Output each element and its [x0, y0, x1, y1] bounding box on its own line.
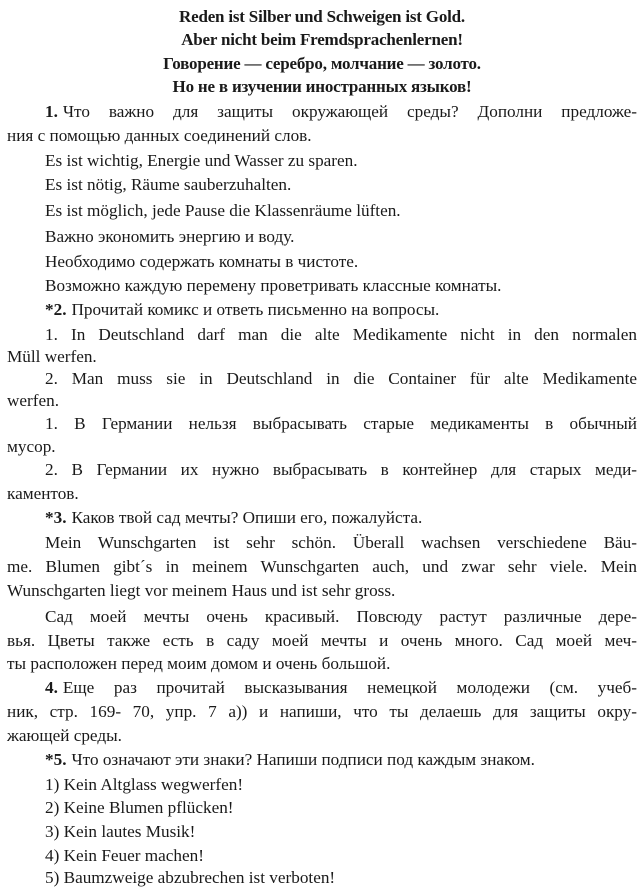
text-line	[45, 323, 637, 347]
line-text: жающей среды.	[7, 726, 122, 745]
line-text: me. Blumen gibt´s in meinem Wunschgarten auch, und zwar sehr viele. Mein	[7, 557, 637, 576]
text-line	[7, 482, 637, 506]
line-text: 1. В Германии нельзя выбрасывать старые медикаменты в обычный	[45, 414, 637, 433]
line-text: 4) Kein Feuer machen!	[45, 846, 204, 865]
exercise-number: 4.	[45, 678, 58, 697]
line-text: 2) Keine Blumen pflücken!	[45, 798, 234, 817]
text-line	[45, 531, 637, 555]
text-line	[45, 866, 637, 890]
line-text: Es ist möglich, jede Pause die Klassenräume lüften.	[45, 201, 401, 220]
exercise-heading	[45, 676, 637, 700]
line-text: вья. Цветы также есть в саду моей мечты и очень много. Сад моей меч-	[7, 631, 637, 650]
text-line	[7, 579, 637, 603]
line-text: 1) Kein Altglass wegwerfen!	[45, 775, 244, 794]
line-text: 2. В Германии их нужно выбрасывать в контейнер для старых меди-	[45, 460, 637, 479]
text-line	[45, 250, 637, 274]
line-text: ния с помощью данных соединений слов.	[7, 126, 312, 145]
text-line	[45, 844, 637, 868]
line-text: Необходимо содержать комнаты в чистоте.	[45, 252, 359, 271]
exercise-number: *3.	[45, 508, 67, 527]
title-line: Aber nicht beim Fremdsprachenlernen!	[181, 30, 463, 50]
exercise-number: 1.	[45, 102, 58, 121]
line-text: Важно экономить энергию и воду.	[45, 227, 295, 246]
title-line: Reden ist Silber und Schweigen ist Gold.	[179, 7, 465, 26]
text-line	[45, 367, 637, 391]
text-line	[45, 274, 637, 298]
line-text: 1. In Deutschland darf man die alte Medikamente nicht in den normalen	[45, 325, 637, 344]
text-line	[45, 820, 637, 844]
line-text: каментов.	[7, 484, 79, 503]
text-line	[7, 389, 637, 413]
text-line	[45, 605, 637, 629]
line-text: Es ist nötig, Räume sauberzuhalten.	[45, 175, 292, 194]
line-text: Es ist wichtig, Energie und Wasser zu sparen.	[45, 151, 358, 170]
text-line	[45, 412, 637, 436]
line-text: Возможно каждую перемену проветривать классные комнаты.	[45, 276, 502, 295]
text-line	[7, 435, 637, 459]
text-line	[45, 225, 637, 249]
line-text: мусор.	[7, 437, 56, 456]
text-line	[45, 199, 637, 223]
text-line	[45, 149, 637, 173]
text-line	[7, 124, 637, 148]
text-line	[45, 458, 637, 482]
line-text: ты расположен перед моим домом и очень большой.	[7, 654, 391, 673]
title-line: Но не в изучении иностранных языков!	[172, 77, 472, 97]
text-line	[7, 555, 637, 579]
line-text: 2. Man muss sie in Deutschland in die Container für alte Medikamente	[45, 369, 637, 388]
line-text: Что означают эти знаки? Напиши подписи под каждым знаком.	[71, 750, 535, 769]
exercise-heading	[45, 100, 637, 124]
line-text: Wunschgarten liegt vor meinem Haus und ist sehr gross.	[7, 581, 396, 600]
line-text: Сад моей мечты очень красивый. Повсюду растут различные дере-	[45, 607, 637, 626]
line-text: Müll werfen.	[7, 347, 97, 366]
line-text: werfen.	[7, 391, 60, 410]
line-text: 3) Kein lautes Musik!	[45, 822, 196, 841]
line-text: 5) Baumzweige abzubrechen ist verboten!	[45, 868, 336, 887]
exercise-number: *2.	[45, 300, 67, 319]
line-text: Что важно для защиты окружающей среды? Дополни предложе-	[62, 102, 637, 121]
exercise-heading	[45, 298, 637, 322]
text-line	[7, 629, 637, 653]
title-line: Говорение — серебро, молчание — золото.	[163, 53, 481, 73]
line-text: Каков твой сад мечты? Опиши его, пожалуйста.	[71, 508, 423, 527]
text-line	[7, 724, 637, 748]
text-line	[7, 652, 637, 676]
text-line	[45, 773, 637, 797]
text-line	[45, 796, 637, 820]
text-line	[45, 173, 637, 197]
text-line	[7, 345, 637, 369]
line-text: Еще раз прочитай высказывания немецкой молодежи (см. учеб-	[62, 678, 637, 697]
exercise-heading	[45, 506, 637, 530]
exercise-heading	[45, 748, 637, 772]
exercise-number: *5.	[45, 750, 67, 769]
line-text: ник, стр. 169- 70, упр. 7 а)) и напиши, что ты делаешь для защиты окру-	[7, 702, 637, 721]
line-text: Прочитай комикс и ответь письменно на вопросы.	[71, 300, 440, 319]
line-text: Mein Wunschgarten ist sehr schön. Überall wachsen verschiedene Bäu-	[45, 533, 637, 552]
text-line	[7, 700, 637, 724]
